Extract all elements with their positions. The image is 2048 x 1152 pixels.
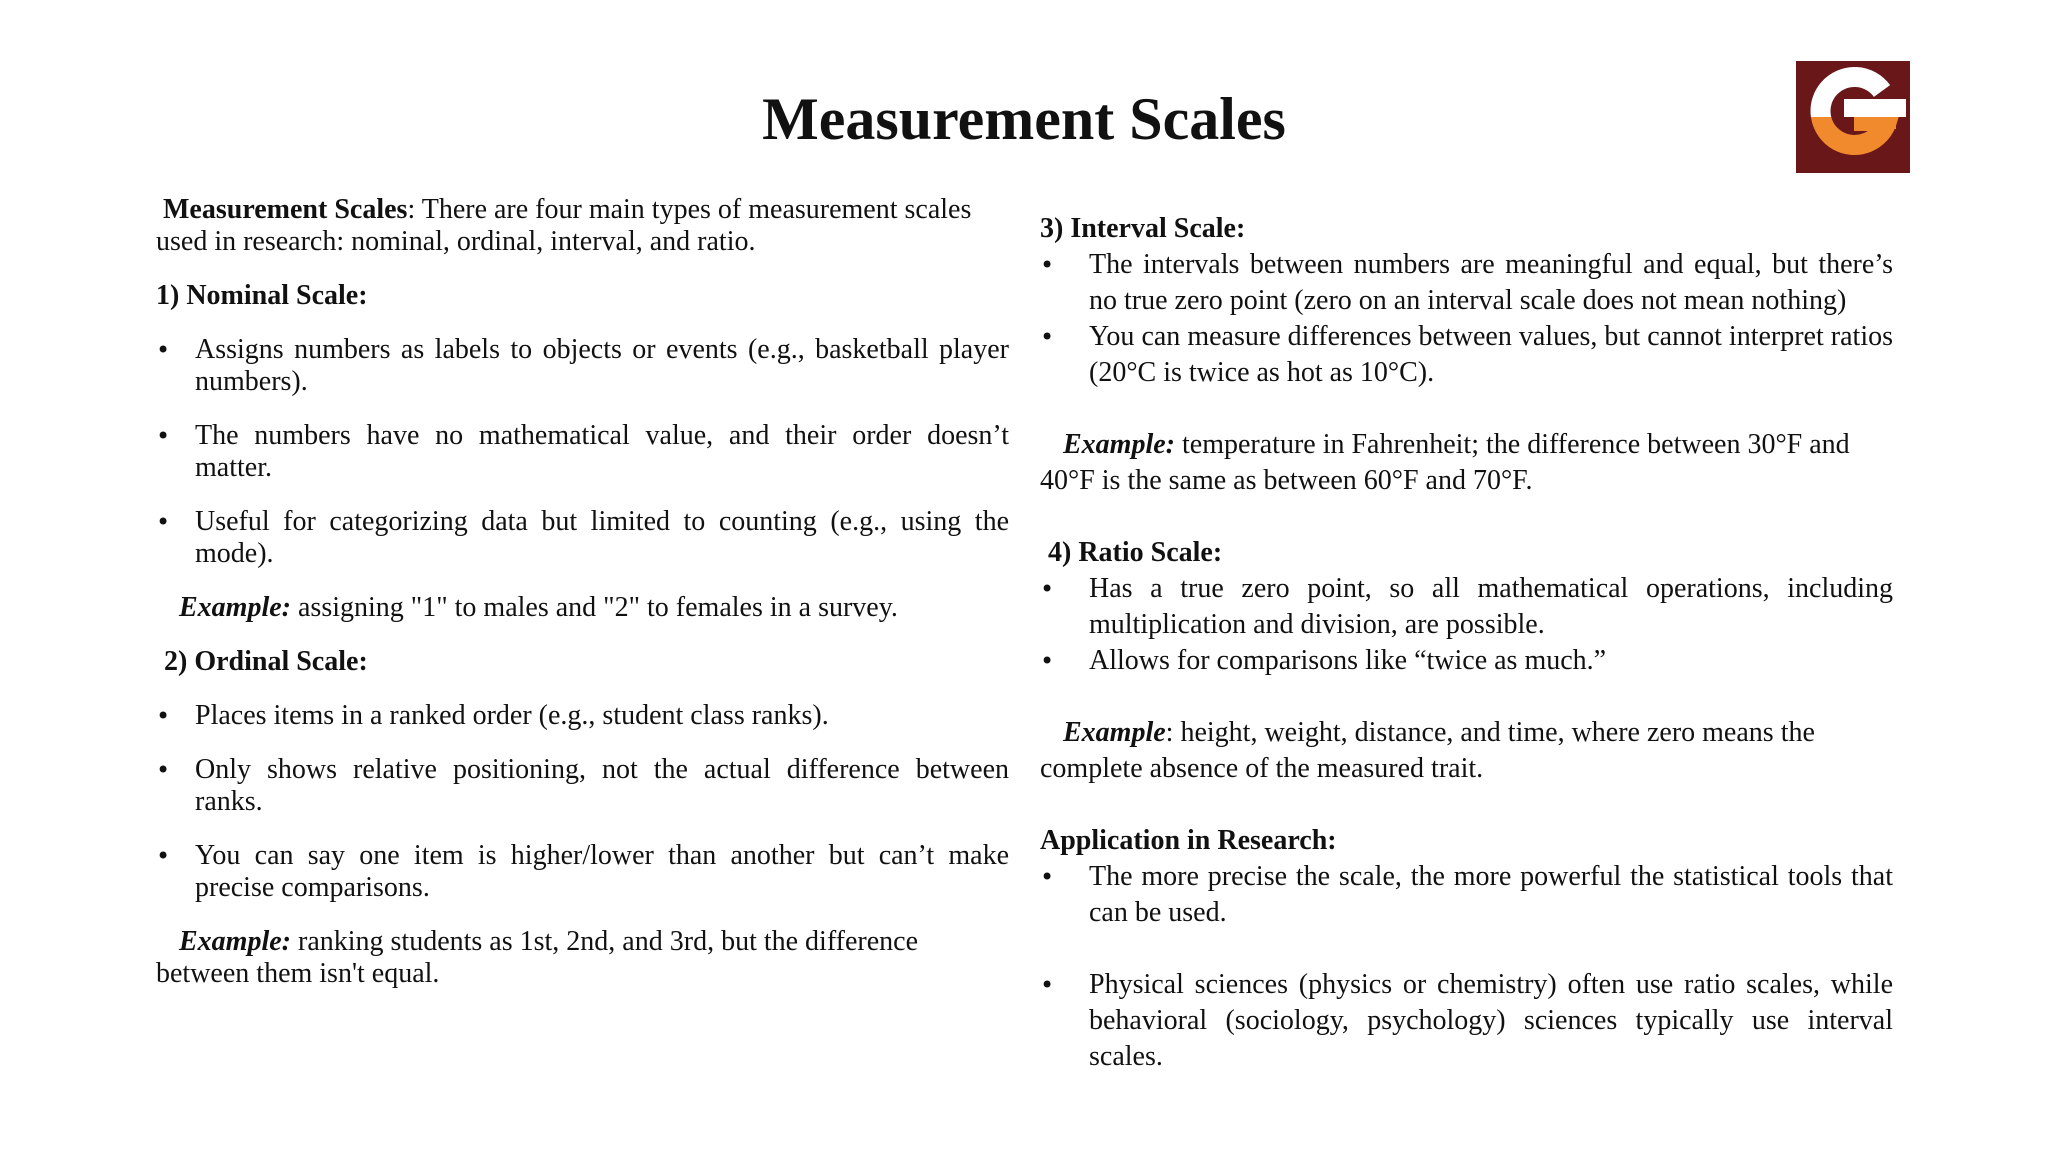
intro-text: : There are four main types of measurement scales used in research: nominal, ordinal, interval, and ratio.	[156, 194, 972, 257]
list-item	[1040, 247, 1893, 319]
bullet-icon: •	[1040, 863, 1055, 891]
application-heading: Application in Research:	[1040, 825, 1337, 856]
bullet-text: Assigns numbers as labels to objects or events (e.g., basketball player numbers).	[195, 334, 1009, 397]
bullet-icon: •	[156, 508, 171, 536]
list-item	[1040, 319, 1893, 391]
ordinal-heading: 2) Ordinal Scale:	[164, 646, 368, 677]
list-item	[156, 700, 1009, 732]
list-item	[156, 840, 1009, 904]
list-item	[1040, 967, 1893, 1075]
nominal-example	[156, 592, 1009, 624]
interval-heading: 3) Interval Scale:	[1040, 213, 1246, 244]
intro-term: Measurement Scales	[163, 194, 408, 225]
list-item	[156, 506, 1009, 570]
list-item	[1040, 643, 1893, 679]
bullet-icon: •	[1040, 323, 1055, 351]
right-column	[1040, 211, 1893, 1075]
list-item	[1040, 571, 1893, 643]
list-item	[156, 420, 1009, 484]
g-logo-graphic	[1796, 61, 1910, 173]
list-item	[156, 334, 1009, 398]
bullet-icon: •	[1040, 647, 1055, 675]
example-label: Example:	[1063, 429, 1175, 460]
interval-example	[1040, 427, 1893, 499]
slide-title: Measurement Scales	[762, 86, 1286, 152]
list-item	[1040, 859, 1893, 931]
example-label: Example:	[179, 926, 291, 957]
example-label: Example:	[179, 592, 291, 623]
ratio-heading: 4) Ratio Scale:	[1048, 537, 1223, 568]
nominal-bullets	[156, 334, 1009, 570]
ordinal-example	[156, 926, 1009, 990]
bullet-icon: •	[156, 756, 171, 784]
bullet-icon: •	[156, 336, 171, 364]
list-item	[156, 754, 1009, 818]
bullet-icon: •	[156, 842, 171, 870]
bullet-icon: •	[1040, 971, 1055, 999]
example-text: ranking students as 1st, 2nd, and 3rd, but the difference between them isn't equal.	[156, 926, 919, 989]
example-text: temperature in Fahrenheit; the difference between 30°F and 40°F is the same as between 60°F and 70°F.	[1040, 429, 1850, 496]
bullet-text: Has a true zero point, so all mathematical operations, including multiplication and division, are possible.	[1089, 573, 1893, 640]
example-text: : height, weight, distance, and time, where zero means the complete absence of the measured trait.	[1040, 717, 1815, 784]
bullet-text: The numbers have no mathematical value, and their order doesn’t matter.	[195, 420, 1009, 483]
bullet-icon: •	[1040, 575, 1055, 603]
ordinal-bullets	[156, 700, 1009, 904]
bullet-icon: •	[1040, 251, 1055, 279]
application-bullets	[1040, 859, 1893, 1075]
bullet-text: You can say one item is higher/lower than another but can’t make precise comparisons.	[195, 840, 1009, 903]
bullet-text: Physical sciences (physics or chemistry) often use ratio scales, while behavioral (sociology, psychology) sciences typically use interval scales.	[1089, 969, 1893, 1072]
ratio-example	[1040, 715, 1893, 787]
bullet-icon: •	[156, 422, 171, 450]
bullet-text: Only shows relative positioning, not the actual difference between ranks.	[195, 754, 1009, 817]
bullet-text: The intervals between numbers are meaningful and equal, but there’s no true zero point (zero on an interval scale does not mean nothing)	[1089, 249, 1893, 316]
interval-bullets	[1040, 247, 1893, 391]
intro-paragraph	[156, 194, 1009, 258]
bullet-text: The more precise the scale, the more powerful the statistical tools that can be used.	[1089, 861, 1893, 928]
left-column	[156, 194, 1009, 990]
bullet-text: Useful for categorizing data but limited to counting (e.g., using the mode).	[195, 506, 1009, 569]
nominal-heading: 1) Nominal Scale:	[156, 280, 368, 311]
bullet-text: Allows for comparisons like “twice as much.”	[1089, 645, 1607, 676]
example-text: assigning "1" to males and "2" to females in a survey.	[291, 592, 898, 623]
ratio-bullets	[1040, 571, 1893, 679]
bullet-icon: •	[156, 702, 171, 730]
bullet-text: You can measure differences between values, but cannot interpret ratios (20°C is twice as hot as 10°C).	[1089, 321, 1893, 388]
g-logo-icon	[1796, 61, 1910, 173]
bullet-text: Places items in a ranked order (e.g., student class ranks).	[195, 700, 829, 731]
example-label: Example	[1063, 717, 1166, 748]
